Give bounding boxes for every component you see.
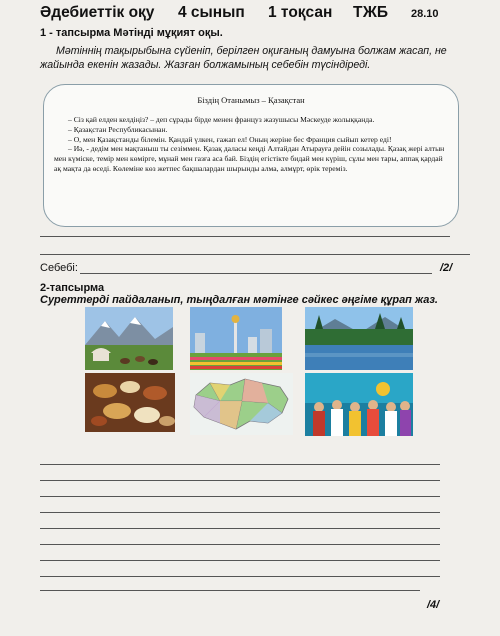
answer-line[interactable] (40, 480, 440, 481)
reading-paragraph: – Иә, - дедім мен мақтаныш ты сезіммен. Қазақ даласы кеңді Алтайдан Атырауға дейін созылады. Қазақ жері алтын мен күміске, темір мен көмірге, мұнай мен газға аса бай. Біздің егістікте бидай мен күріш, сұлы мен тары, аппақ қардай ақ мақта да өседі. Көлеміне көз жетпес бақшалардан шырынды алма, алмұрт, өрік тереміз. (54, 144, 445, 173)
term-label: 1 тоқсан (268, 4, 333, 21)
mountain-yurt-photo (85, 307, 173, 370)
people-flag-photo (305, 373, 413, 436)
astana-city-photo (190, 307, 282, 370)
dastarkhan-food-photo (85, 373, 175, 432)
reading-text-title: Біздің Отанымыз – Қазақстан (197, 95, 305, 105)
answer-line[interactable] (40, 528, 440, 529)
reading-paragraph: – О, мен Қазақстанды білемін. Қандай үлкен, ғажап ел! Оның жеріне бес Франция сыйып кетер еді! (68, 134, 392, 144)
answer-line[interactable] (40, 560, 440, 561)
test-label: ТЖБ (353, 4, 389, 21)
answer-line[interactable] (40, 254, 470, 255)
page-header (40, 4, 470, 22)
grade-label: 4 сынып (178, 4, 245, 21)
answer-line[interactable] (40, 576, 440, 577)
answer-line[interactable] (40, 590, 420, 591)
reason-label: Себебі: (40, 262, 78, 274)
answer-line[interactable] (40, 496, 440, 497)
answer-line[interactable] (40, 544, 440, 545)
task2-score: /4/ (427, 599, 440, 611)
answer-line[interactable] (40, 512, 440, 513)
lake-forest-photo (305, 307, 413, 370)
answer-line[interactable] (40, 236, 450, 237)
task1-score: /2/ (440, 262, 453, 274)
task1-instruction: Мәтіннің тақырыбына сүйеніп, берілген оқиғаның дамуына болжам жасап, не жайында екенін жазады. Жазған болжамының себебін түсіндіреді. (40, 45, 447, 71)
date-label: 28.10 (411, 8, 439, 20)
task2-title: 2-тапсырма (40, 282, 105, 294)
answer-line[interactable] (40, 464, 440, 465)
reading-text-box (43, 84, 459, 227)
task2-instruction: Суреттерді пайдаланып, тыңдалған мәтінге сәйкес әңгіме құрап жаз. (40, 294, 438, 306)
reading-text-body (54, 115, 446, 174)
task1-title: 1 - тапсырма Мәтінді мұқият оқы. (40, 27, 223, 39)
reading-paragraph: – Қазақстан Республикасынан. (68, 124, 168, 134)
reading-paragraph: – Сіз қай елден келдіңіз? – деп сұрады бірде менен француз жазушысы Мәскеуде жолыққанда. (68, 115, 375, 124)
kazakhstan-map-photo (190, 373, 293, 435)
reason-answer-line[interactable] (80, 273, 432, 274)
subject-title: Әдебиеттік оқу (40, 4, 155, 21)
